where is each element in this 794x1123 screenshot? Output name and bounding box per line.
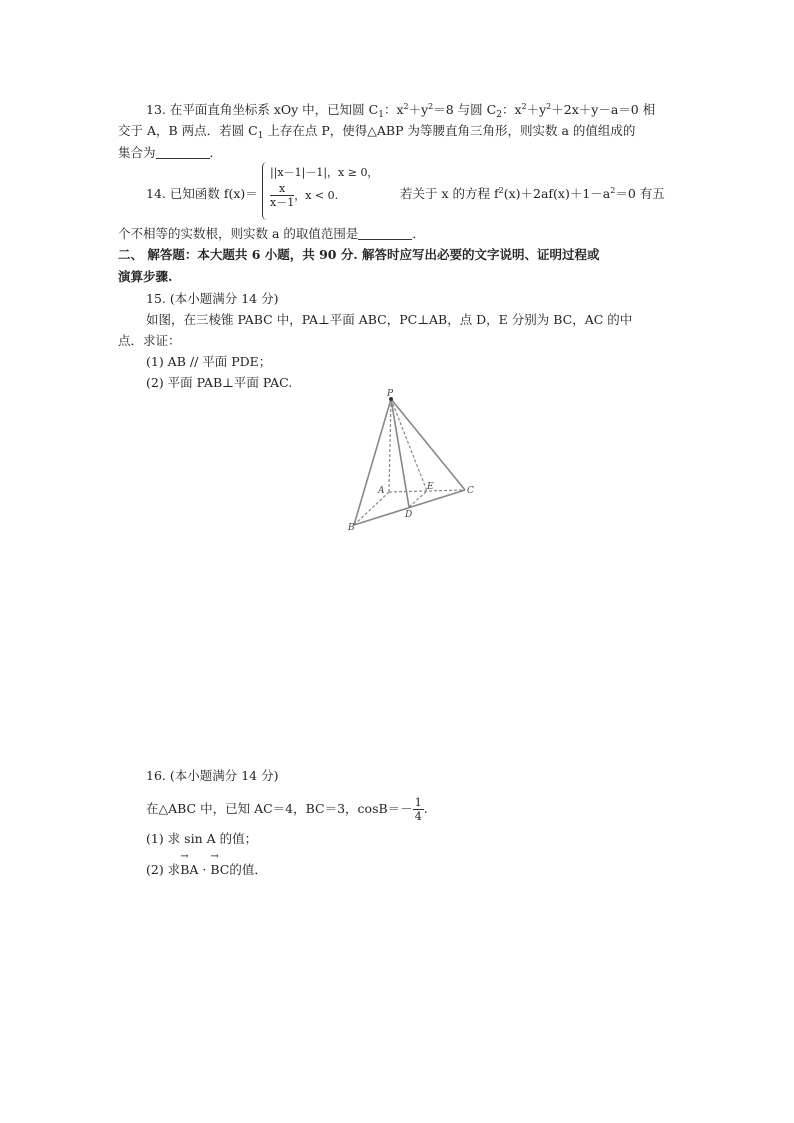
answer-blank — [358, 227, 412, 240]
q16-part2: (2) 求→ BA · → BC的值． — [146, 860, 267, 878]
q15-line2: 点．求证： — [118, 333, 181, 348]
edge-PA — [389, 399, 391, 492]
label-A: A — [378, 486, 385, 496]
q16-part1: (1) 求 sin A 的值； — [146, 831, 258, 846]
q13-line2: 交于 A，B 两点．若圆 $C_1$ 上存在点 P，使得△ABP 为等腰直角三角形，则实数 a 的值组成的 — [118, 123, 636, 141]
label-P: P — [387, 389, 394, 399]
label-C: C — [467, 486, 474, 496]
q14-tail: 若关于 x 的方程 $f^2(x)+2af(x)+1-a^2=0$ 有五 — [400, 186, 665, 201]
label-B: B — [348, 523, 355, 533]
answer-blank — [156, 146, 210, 159]
q13-line1: 13. 在平面直角坐标系 xOy 中，已知圆 $C_1$：$x^2+y^2=8$ 与圆 $C_2$：$x^2+y^2+2x+y-a=0$ 相 — [146, 102, 656, 120]
edge-PC — [391, 399, 465, 490]
q14-piece2: $\frac{x}{x-1}$ ，x < 0. — [270, 182, 339, 209]
label-E: E — [427, 482, 434, 492]
section2-line2: 演算步骤. — [118, 269, 173, 284]
q15-line1: 如图，在三棱锥 PABC 中，PA⊥平面 ABC，PC⊥AB，点 D，E 分别为 BC，AC 的中 — [146, 312, 633, 327]
edge-PB — [354, 399, 391, 525]
label-D: D — [405, 510, 413, 520]
piecewise-brace — [262, 162, 267, 220]
q15-part2: (2) 平面 PAB⊥平面 PAC. — [146, 375, 293, 390]
q16-stem: 在△ABC 中，已知 AC＝4，BC＝3，cosB＝－ $\frac{1}{4}$ . — [146, 796, 428, 823]
q13-line3: 集合为 ． — [118, 145, 223, 160]
q15-part1: (1) AB // 平面 PDE； — [146, 354, 272, 369]
q16-title: 16. (本小题满分 14 分) — [146, 768, 279, 783]
edge-PD — [391, 399, 409, 507]
q15-title: 15. (本小题满分 14 分) — [146, 291, 279, 306]
section2-line1: 二、 解答题：本大题共 6 小题，共 90 分. 解答时应写出必要的文字说明、证明过程或 — [118, 247, 600, 262]
pyramid-figure — [330, 385, 490, 535]
q14-lead: 14. 已知函数 f(x)＝ — [146, 186, 258, 201]
q14-piece1: ||x－1|－1|，x ≥ 0， — [270, 166, 379, 179]
edge-PE — [391, 399, 427, 491]
q14-line2: 个不相等的实数根，则实数 a 的取值范围是 ． — [118, 226, 425, 241]
